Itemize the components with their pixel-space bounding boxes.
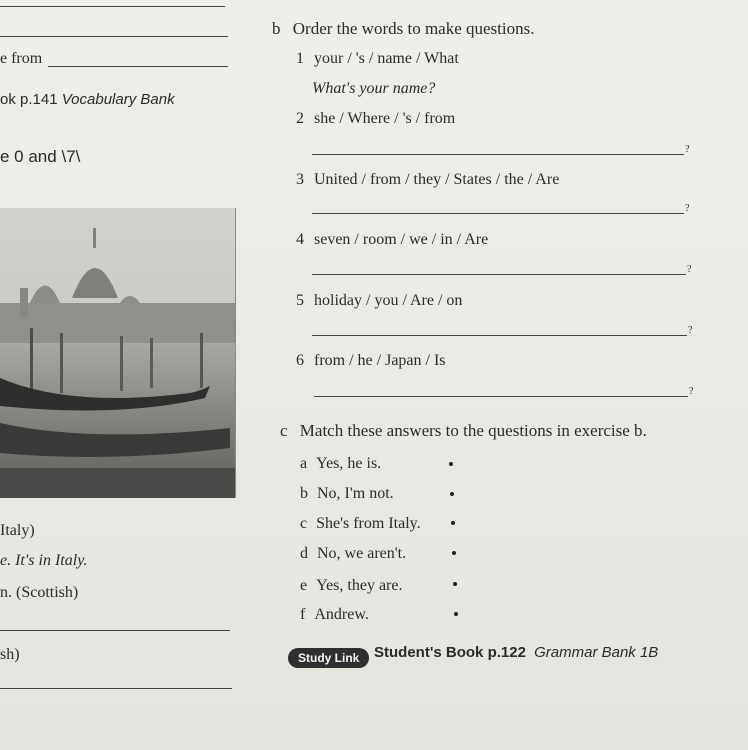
item-e-text: Yes, they are.	[316, 577, 403, 594]
vocab-ref-title: Vocabulary Bank	[61, 91, 175, 108]
item-4-num: 4	[296, 231, 304, 248]
item-3-qmark: ?	[685, 203, 690, 214]
study-link-page: Student's Book p.122	[374, 644, 526, 661]
vocab-ref-page: ok p.141	[0, 91, 58, 108]
exercise-b-item-4-answer-line[interactable]	[312, 274, 686, 275]
item-2-qmark: ?	[685, 144, 690, 155]
exercise-c-item-b	[300, 485, 394, 503]
exercise-b-item-2	[296, 110, 455, 128]
left-answer-line-2	[0, 688, 232, 689]
left-answer-line-1	[0, 630, 230, 631]
left-from-answer-line	[48, 66, 228, 67]
item-b-text: No, I'm not.	[317, 485, 394, 502]
exercise-b-item-2-answer-line[interactable]	[312, 154, 684, 155]
exercise-b-item-3	[296, 171, 559, 189]
match-dot-d[interactable]	[452, 551, 456, 555]
vocab-bank-ref	[0, 91, 175, 108]
exercise-c-title: Match these answers to the questions in exercise b.	[299, 421, 647, 440]
exercise-b-item-3-answer-line[interactable]	[312, 213, 684, 214]
exercise-b-item-6-answer-line[interactable]	[314, 396, 688, 397]
item-1-words: your / 's / name / What	[314, 50, 459, 67]
exercise-c-item-d	[300, 545, 406, 563]
item-a-letter: a	[300, 455, 308, 472]
item-c-letter: c	[300, 515, 308, 532]
exercise-b-item-5	[296, 292, 462, 310]
exercise-b-heading	[272, 19, 534, 39]
exercise-c-item-f	[300, 606, 369, 624]
left-answer-line-0	[0, 36, 228, 37]
exercise-b-item-1	[296, 50, 459, 68]
item-4-words: seven / room / we / in / Are	[314, 231, 489, 248]
item-1-num: 1	[296, 50, 304, 67]
item-a-text: Yes, he is.	[316, 455, 382, 472]
match-dot-e[interactable]	[453, 582, 457, 586]
item-3-num: 3	[296, 171, 304, 188]
exercise-c-heading	[280, 421, 647, 441]
venice-gondolas-image	[0, 208, 235, 498]
venice-photo	[0, 208, 236, 498]
item-2-words: she / Where / 's / from	[314, 110, 456, 127]
exercise-c-letter: c	[280, 421, 288, 440]
exercise-b-item-5-answer-line[interactable]	[312, 335, 687, 336]
match-dot-a[interactable]	[449, 462, 453, 466]
item-d-letter: d	[300, 545, 308, 562]
item-5-words: holiday / you / Are / on	[314, 292, 463, 309]
left-italy-label: Italy)	[0, 522, 35, 539]
item-6-qmark: ?	[689, 386, 694, 397]
match-dot-b[interactable]	[450, 492, 454, 496]
exercise-c-item-e	[300, 577, 402, 595]
exercise-c-item-c	[300, 515, 421, 533]
item-6-num: 6	[296, 352, 304, 369]
item-b-letter: b	[300, 485, 308, 502]
item-5-qmark: ?	[688, 325, 693, 336]
item-e-letter: e	[300, 577, 308, 594]
item-f-text: Andrew.	[314, 606, 369, 623]
study-link-badge: Study Link	[288, 648, 369, 668]
left-scottish-label: n. (Scottish)	[0, 584, 79, 601]
left-sh-label: sh)	[0, 646, 20, 663]
item-c-text: She's from Italy.	[316, 515, 421, 532]
item-3-words: United / from / they / States / the / Are	[314, 171, 560, 188]
study-link-ref	[374, 644, 658, 661]
item-2-num: 2	[296, 110, 304, 127]
left-italy-example: e. It's in Italy.	[0, 552, 88, 569]
exercise-c-item-a	[300, 455, 381, 473]
item-6-words: from / he / Japan / Is	[314, 352, 446, 369]
match-dot-c[interactable]	[451, 521, 455, 525]
exercise-b-title: Order the words to make questions.	[292, 19, 535, 38]
phonetic-line: e 0 and \7\	[0, 147, 81, 166]
exercise-b-letter: b	[272, 19, 281, 38]
study-link-section: Grammar Bank 1B	[534, 644, 659, 661]
item-f-letter: f	[300, 606, 306, 623]
match-dot-f[interactable]	[454, 612, 458, 616]
exercise-b-item-1-answer: What's your name?	[312, 80, 436, 97]
item-5-num: 5	[296, 292, 304, 309]
left-from-label: e from	[0, 50, 43, 67]
top-left-rule	[0, 6, 225, 7]
exercise-b-item-6	[296, 352, 446, 370]
exercise-b-item-4	[296, 231, 488, 249]
item-4-qmark: ?	[687, 264, 692, 275]
item-d-text: No, we aren't.	[317, 545, 407, 562]
